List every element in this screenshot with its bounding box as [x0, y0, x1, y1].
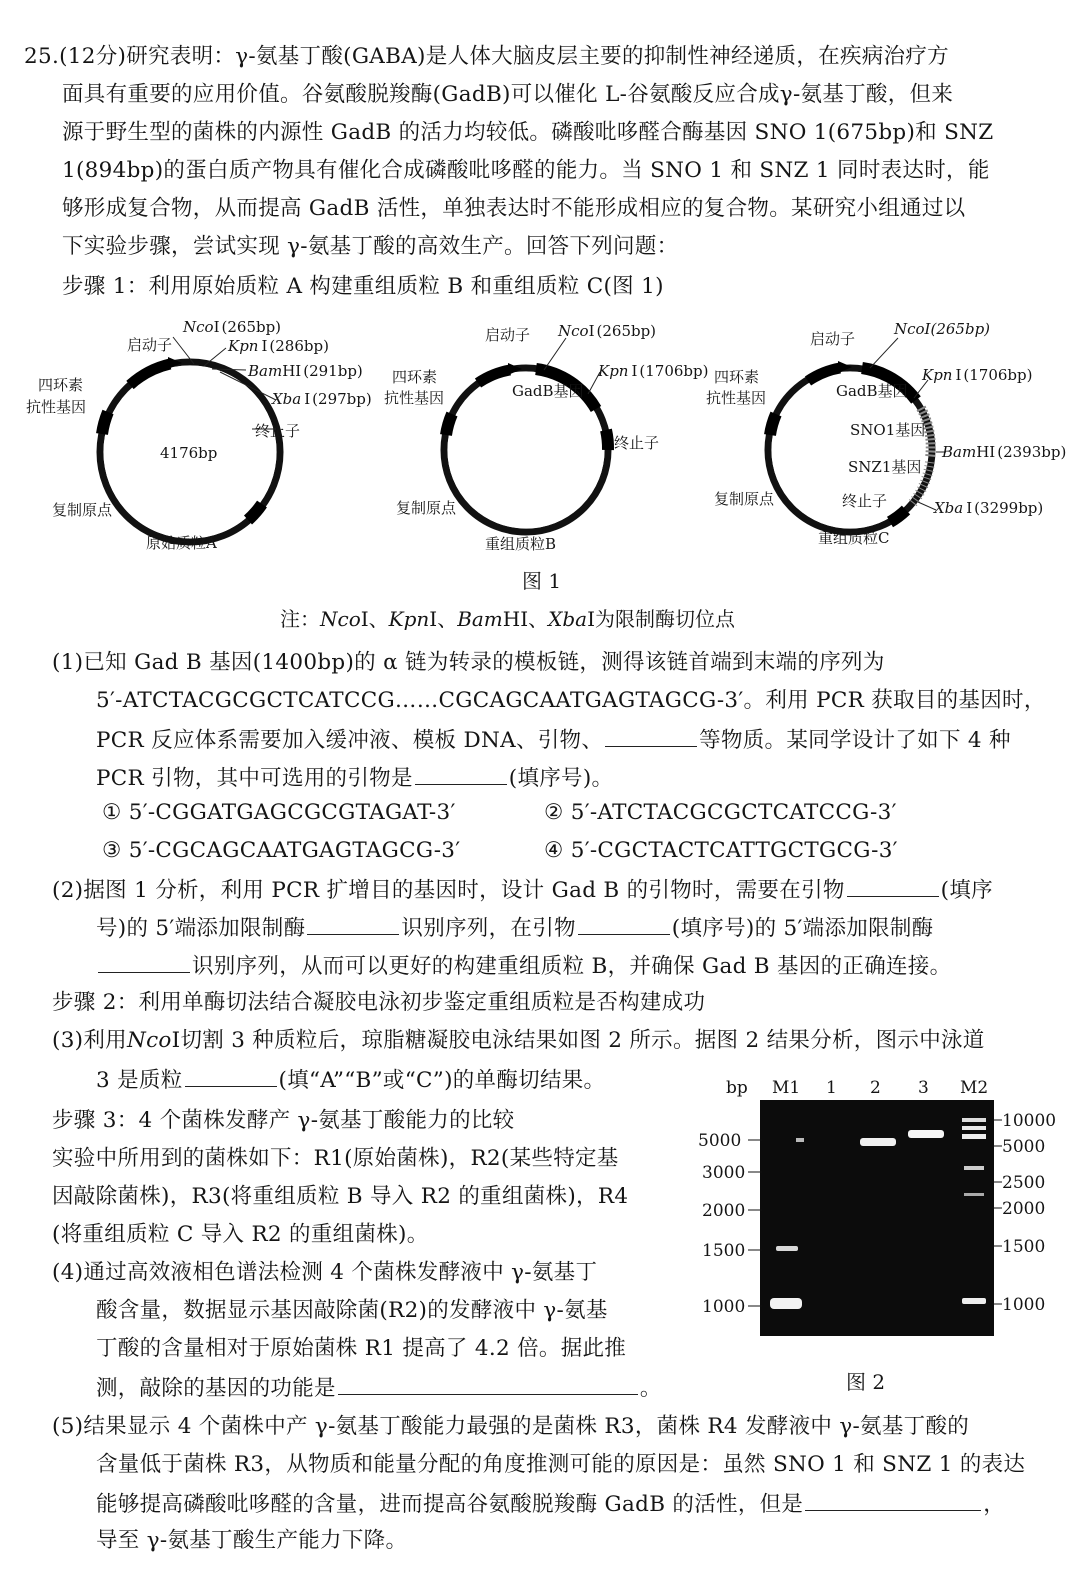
kpn-c-site: (1706bp) [963, 366, 1033, 384]
snz1-label: SNZ1基因 [848, 458, 922, 476]
svg-text:NcoⅠ(265bp): NcoⅠ (265bp) [558, 322, 657, 340]
plasmid-b-name: 重组质粒B [485, 535, 557, 553]
terminator-b-label: 终止子 [614, 434, 660, 452]
q2-line-1: (2)据图 1 分析，利用 PCR 扩增目的基因时，设计 Gad B 的引物时，需要在引物 (填序 [52, 874, 993, 906]
intro-line-4: 够形成复合物，从而提高 GadB 活性，单独表达时不能形成相应的复合物。某研究小组通过以 [62, 196, 966, 221]
lane-m2: M2 [960, 1078, 989, 1098]
xba-a-site: (297bp) [312, 390, 372, 408]
lane-2: 2 [870, 1078, 881, 1098]
q4-blank[interactable] [338, 1372, 638, 1395]
plasmid-c [706, 320, 1066, 547]
origin-a-label: 复制原点 [52, 501, 113, 519]
q3-line-2: 3 是质粒 (填“A”“B”或“C”)的单酶切结果。 [96, 1064, 605, 1096]
svg-text:XbaⅠ(3299bp): Xba Ⅰ (3299bp) [934, 499, 1044, 517]
lane-3: 3 [918, 1078, 929, 1098]
xba-c-site: (3299bp) [974, 499, 1044, 517]
svg-text:KpnⅠ(286bp): Kpn Ⅰ (286bp) [228, 337, 329, 355]
q5-blank[interactable] [805, 1488, 981, 1511]
q1-line-3: PCR 反应体系需要加入缓冲液、模板 DNA、引物、 等物质。某同学设计了如下 4 种 [96, 724, 1011, 756]
left-tick-5000: 5000 [698, 1131, 742, 1151]
q5-line-1: (5)结果显示 4 个菌株中产 γ-氨基丁酸能力最强的是菌株 R3，菌株 R4 发酵液中 γ-氨基丁酸的 [52, 1414, 970, 1439]
q3-blank[interactable] [185, 1064, 277, 1087]
bam-a-site: (291bp) [303, 362, 363, 380]
terminator-a-label: 终止子 [255, 422, 301, 440]
lane-m1: M1 [772, 1078, 801, 1098]
intro-line-1: 面具有重要的应用价值。谷氨酸脱羧酶(GadB)可以催化 L-谷氨酸反应合成γ-氨基丁酸，但来 [62, 82, 954, 107]
resist-a-label-2: 抗性基因 [26, 398, 87, 416]
promoter-c-label: 启动子 [810, 330, 856, 348]
gadb-c-label: GadB基因 [836, 382, 908, 400]
resist-c-label-1: 四环素 [714, 368, 760, 386]
q1-line-1: (1)已知 Gad B 基因(1400bp)的 α 链为转录的模板链，测得该链首端到末端的序列为 [52, 650, 885, 675]
intro-line-2: 源于野生型的菌株的内源性 GadB 的活力均较低。磷酸吡哆醛合酶基因 SNO 1(675bp)和 SNZ [62, 120, 994, 145]
q4-line-2: 酸含量，数据显示基因敲除菌(R2)的发酵液中 γ-氨基 [96, 1298, 608, 1323]
intro-line-3: 1(894bp)的蛋白质产物具有催化合成磷酸吡哆醛的能力。当 SNO 1 和 SNZ 1 同时表达时，能 [62, 158, 990, 183]
right-tick-1000: 1000 [1002, 1295, 1046, 1315]
q5-line-4: 导至 γ-氨基丁酸生产能力下降。 [96, 1528, 408, 1553]
q4-line-4: 测，敲除的基因的功能是 。 [96, 1372, 662, 1404]
primer-4: ④ 5′-CGCTACTCATTGCTGCG-3′ [544, 838, 898, 863]
terminator-c-label: 终止子 [842, 492, 888, 510]
primer-1: ① 5′-CGGATGAGCGCGTAGAT-3′ [102, 800, 456, 825]
right-tick-2000: 2000 [1002, 1199, 1046, 1219]
q2-blank-4[interactable] [98, 950, 190, 973]
q1-blank-2[interactable] [415, 762, 507, 785]
svg-text:BamHⅠ(2393bp): BamHⅠ (2393bp) [942, 443, 1067, 461]
primer-3: ③ 5′-CGCAGCAATGAGTAGCG-3′ [102, 838, 461, 863]
figure-1-plasmid-maps [0, 310, 1080, 635]
origin-b-label: 复制原点 [396, 499, 457, 517]
q2-blank-3[interactable] [578, 912, 670, 935]
resist-b-label-1: 四环素 [392, 368, 438, 386]
figure-2-gel [690, 1068, 1072, 1404]
promoter-a-label: 启动子 [127, 336, 173, 354]
step-3: 步骤 3：4 个菌株发酵产 γ-氨基丁酸能力的比较 [52, 1108, 515, 1133]
q4-line-3: 丁酸的含量相对于原始菌株 R1 提高了 4.2 倍。据此推 [96, 1336, 627, 1361]
svg-text:NcoⅠ(265bp): NcoⅠ (265bp) [183, 318, 282, 336]
q1-line-2: 5′-ATCTACGCGCTCATCCG……CGCAGCAATGAGTAGCG-3′。利用 PCR 获取目的基因时， [96, 688, 1046, 713]
strains-line-1: 实验中所用到的菌株如下：R1(原始菌株)，R2(某些特定基 [52, 1146, 619, 1171]
lane-1: 1 [826, 1078, 837, 1098]
step-2: 步骤 2：利用单酶切法结合凝胶电泳初步鉴定重组质粒是否构建成功 [52, 990, 706, 1015]
q1-line-4: PCR 引物，其中可选用的引物是 (填序号)。 [96, 762, 613, 794]
gadb-b-label: GadB基因 [512, 382, 584, 400]
svg-text:XbaⅠ(297bp): Xba Ⅰ (297bp) [272, 390, 372, 408]
plasmid-a-size: 4176bp [160, 444, 218, 462]
left-tick-1500: 1500 [702, 1241, 746, 1261]
q5-line-3: 能够提高磷酸吡哆醛的含量，进而提高谷氨酸脱羧酶 GadB 的活性，但是 ， [96, 1488, 1005, 1520]
q2-blank-2[interactable] [307, 912, 399, 935]
origin-c-label: 复制原点 [714, 490, 775, 508]
strains-line-2: 因敲除菌株)，R3(将重组质粒 B 导入 R2 的重组菌株)，R4 [52, 1184, 629, 1209]
left-tick-3000: 3000 [702, 1163, 746, 1183]
q5-line-2: 含量低于菌株 R3，从物质和能量分配的角度推测可能的原因是：虽然 SNO 1 和 SNZ 1 的表达 [96, 1452, 1026, 1477]
kpn-b-site: (1706bp) [639, 362, 709, 380]
resist-b-label-2: 抗性基因 [384, 389, 445, 407]
right-tick-2500: 2500 [1002, 1173, 1046, 1193]
plasmid-a [26, 318, 372, 552]
q1-blank-1[interactable] [605, 724, 697, 747]
right-tick-1500: 1500 [1002, 1237, 1046, 1257]
plasmid-b [384, 322, 709, 553]
nco-b-site: (265bp) [596, 322, 657, 340]
q2-line-3: 识别序列，从而可以更好的构建重组质粒 B，并确保 Gad B 基因的正确连接。 [96, 950, 951, 982]
q4-line-1: (4)通过高效液相色谱法检测 4 个菌株发酵液中 γ-氨基丁 [52, 1260, 598, 1285]
question-title: 25.(12分)研究表明：γ-氨基丁酸(GABA)是人体大脑皮层主要的抑制性神经递质，在疾病治疗方 [24, 44, 949, 69]
svg-text:KpnⅠ(1706bp): Kpn Ⅰ (1706bp) [922, 366, 1033, 384]
q2-line-2: 号)的 5′端添加限制酶 识别序列，在引物 (填序号)的 5′端添加限制酶 [96, 912, 933, 944]
gel-unit: bp [726, 1078, 748, 1098]
promoter-b-label: 启动子 [485, 326, 531, 344]
q2-blank-1[interactable] [847, 874, 939, 897]
left-tick-1000: 1000 [702, 1297, 746, 1317]
resist-c-label-2: 抗性基因 [706, 389, 767, 407]
plasmid-c-name: 重组质粒C [818, 529, 890, 547]
left-tick-2000: 2000 [702, 1201, 746, 1221]
sno1-label: SNO1基因 [850, 421, 926, 439]
right-tick-5000: 5000 [1002, 1137, 1046, 1157]
kpn-a-site: (286bp) [269, 337, 329, 355]
strains-line-3: (将重组质粒 C 导入 R2 的重组菌株)。 [52, 1222, 429, 1247]
figure-2-caption: 图 2 [846, 1370, 886, 1394]
figure-1-note: 注：NcoⅠ、KpnⅠ、BamHⅠ、XbaⅠ为限制酶切位点 [280, 607, 736, 631]
q3-line-1: (3)利用NcoⅠ切割 3 种质粒后，琼脂糖凝胶电泳结果如图 2 所示。据图 2 结果分析，图示中泳道 [52, 1028, 985, 1053]
svg-text:KpnⅠ(1706bp): Kpn Ⅰ (1706bp) [598, 362, 709, 380]
step-1: 步骤 1：利用原始质粒 A 构建重组质粒 B 和重组质粒 C(图 1) [62, 274, 664, 299]
right-tick-10000: 10000 [1002, 1111, 1057, 1131]
bam-c-site: (2393bp) [997, 443, 1067, 461]
nco-a-enzyme: Nco [183, 318, 214, 336]
resist-a-label-1: 四环素 [38, 376, 84, 394]
nco-a-site: (265bp) [221, 318, 282, 336]
nco-c-site: NcoⅠ(265bp) [894, 320, 991, 338]
svg-text:BamHⅠ(291bp): BamHⅠ (291bp) [248, 362, 363, 380]
intro-line-5: 下实验步骤，尝试实现 γ-氨基丁酸的高效生产。回答下列问题： [62, 234, 679, 259]
figure-1-caption: 图 1 [522, 569, 562, 593]
plasmid-a-name: 原始质粒A [146, 534, 217, 552]
primer-2: ② 5′-ATCTACGCGCTCATCCG-3′ [544, 800, 897, 825]
